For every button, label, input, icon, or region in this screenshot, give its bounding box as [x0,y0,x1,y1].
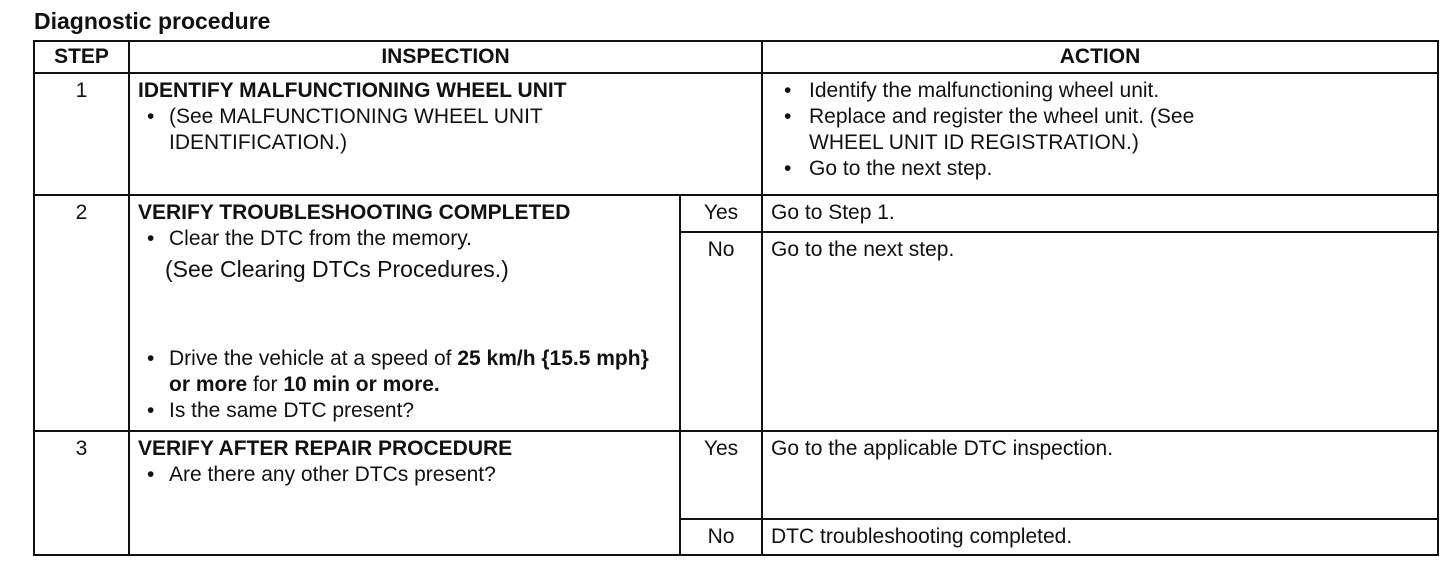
table-row [34,431,1438,519]
inspection-bullet: • (See MALFUNCTIONING WHEEL UNIT IDENTIFICATION.) [138,104,755,156]
page-title: Diagnostic procedure [34,8,271,34]
see-reference: (See Clearing DTCs Procedures.) [165,256,509,282]
inspection-cell [129,431,680,555]
inspection-cell [129,195,680,431]
step-number: 2 [34,195,129,431]
no-label: No [680,519,762,555]
table-row [34,195,1438,232]
no-action: DTC troubleshooting completed. [762,519,1438,555]
step-number: 1 [34,73,129,195]
action-bullet: • Replace and register the wheel unit. (See WHEEL UNIT ID REGISTRATION.) [771,104,1431,156]
yes-label: Yes [680,195,762,232]
action-bullet: • Identify the malfunctioning wheel unit. [771,78,1431,104]
action-bullet: • Go to the next step. [771,156,1431,182]
header-row [34,41,1438,73]
inspection-bullet [138,346,673,398]
yes-action: Go to the applicable DTC inspection. [762,431,1438,519]
diagnostic-table [33,40,1439,556]
yes-label: Yes [680,431,762,519]
inspection-cell [129,73,762,195]
header-action: ACTION [762,41,1438,73]
drive-time: 10 min or more. [283,373,440,396]
inspection-heading: VERIFY TROUBLESHOOTING COMPLETED [138,201,571,224]
inspection-bullet: • Is the same DTC present? [138,398,673,424]
table-row [34,73,1438,195]
inspection-bullet [138,226,673,346]
inspection-bullet-text: Clear the DTC from the memory. [169,227,473,250]
no-action: Go to the next step. [762,232,1438,431]
inspection-heading: IDENTIFY MALFUNCTIONING WHEEL UNIT [138,79,567,102]
step-number: 3 [34,431,129,555]
drive-pre: Drive the vehicle at a speed of [169,347,458,370]
drive-mid: for [247,373,284,396]
header-inspection: INSPECTION [129,41,762,73]
action-cell [762,73,1438,195]
yes-action: Go to Step 1. [762,195,1438,232]
header-step: STEP [34,41,129,73]
drive-speed: 25 km/h {15.5 mph} or more [169,347,649,396]
inspection-heading: VERIFY AFTER REPAIR PROCEDURE [138,437,513,460]
no-label: No [680,232,762,431]
inspection-bullet: • Are there any other DTCs present? [138,462,673,488]
